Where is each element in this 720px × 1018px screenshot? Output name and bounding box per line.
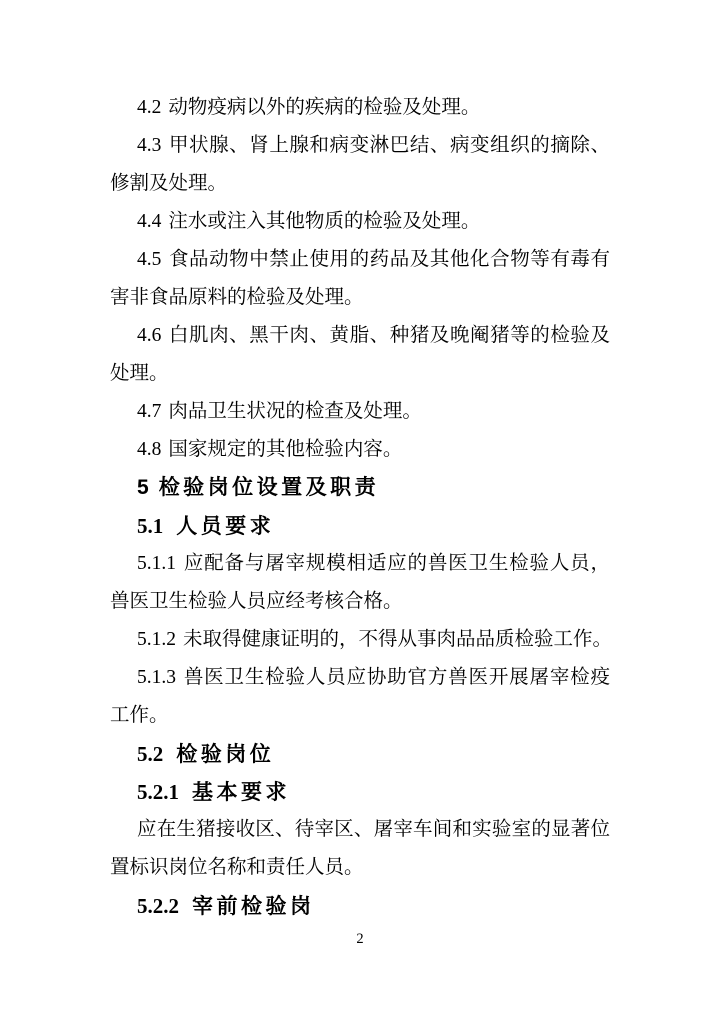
text-line [110,697,610,735]
section-number: 5.1.2 [137,629,176,650]
text-line [110,165,610,203]
line-text: 人员要求 [176,515,275,538]
text-line [110,89,610,127]
line-text: 肉品卫生状况的检查及处理。 [168,401,422,422]
line-text: 工作。 [110,705,169,726]
text-line [110,241,610,279]
text-line [110,621,613,659]
line-text: 动物疫病以外的疾病的检验及处理。 [168,97,481,118]
line-text: 甲状腺、肾上腺和病变淋巴结、病变组织的摘除、 [168,135,610,156]
page-footer [0,929,720,949]
section-number: 5 [137,476,149,499]
paragraph [110,393,610,431]
text-line [110,127,610,165]
text-line [110,203,610,241]
paragraph [110,545,610,621]
text-line [110,431,610,469]
section-heading [110,887,610,925]
section-number: 4.4 [137,211,162,232]
line-text: 白肌肉、黑干肉、黄脂、种猪及晚阉猪等的检验及 [168,325,610,346]
text-line [110,887,610,925]
section-number: 5.2.2 [137,894,179,918]
section-number: 4.8 [137,439,162,460]
paragraph [110,127,610,203]
line-text: 修割及处理。 [110,173,228,194]
paragraph [110,659,610,735]
text-line [110,583,610,621]
line-text: 宰前检验岗 [192,895,315,918]
line-text: 未取得健康证明的，不得从事肉品品质检验工作。 [183,629,613,650]
paragraph [110,317,610,393]
text-line [110,659,610,697]
line-text: 食品动物中禁止使用的药品及其他化合物等有毒有 [168,249,610,270]
line-text: 应在生猪接收区、待宰区、屠宰车间和实验室的显著位 [137,819,610,840]
line-text: 检验岗位 [176,743,275,766]
line-text: 应配备与屠宰规模相适应的兽医卫生检验人员， [183,553,610,574]
section-heading [110,469,610,507]
text-line [110,773,610,811]
section-number: 4.7 [137,401,162,422]
line-text: 置标识岗位名称和责任人员。 [110,857,364,878]
section-number: 5.1.3 [137,667,176,688]
paragraph [110,431,610,469]
paragraph [110,203,610,241]
section-heading [110,507,610,545]
text-line [110,355,610,393]
line-text: 注水或注入其他物质的检验及处理。 [168,211,481,232]
section-number: 5.2 [137,742,164,766]
document-content [110,89,613,925]
section-heading [110,773,610,811]
line-text: 兽医卫生检验人员应协助官方兽医开展屠宰检疫 [183,667,610,688]
section-number: 4.6 [137,325,162,346]
line-text: 害非食品原料的检验及处理。 [110,287,364,308]
paragraph [110,241,610,317]
text-line [110,545,610,583]
section-number: 5.2.1 [137,780,179,804]
text-line [110,393,610,431]
line-text: 国家规定的其他检验内容。 [168,439,403,460]
line-text: 兽医卫生检验人员应经考核合格。 [110,591,403,612]
paragraph [110,89,610,127]
text-line [110,507,610,545]
section-number: 5.1 [137,514,164,538]
paragraph [110,621,613,659]
section-heading [110,735,610,773]
text-line [110,469,610,507]
text-line [110,279,610,317]
section-number: 4.5 [137,249,162,270]
text-line [110,811,610,849]
page-number: 2 [356,931,364,947]
line-text: 检验岗位设置及职责 [158,476,380,499]
section-number: 4.3 [137,135,162,156]
section-number: 5.1.1 [137,553,176,574]
text-line [110,849,610,887]
section-number: 4.2 [137,97,162,118]
line-text: 处理。 [110,363,169,384]
paragraph [110,811,610,887]
text-line [110,317,610,355]
text-line [110,735,610,773]
line-text: 基本要求 [192,781,290,804]
